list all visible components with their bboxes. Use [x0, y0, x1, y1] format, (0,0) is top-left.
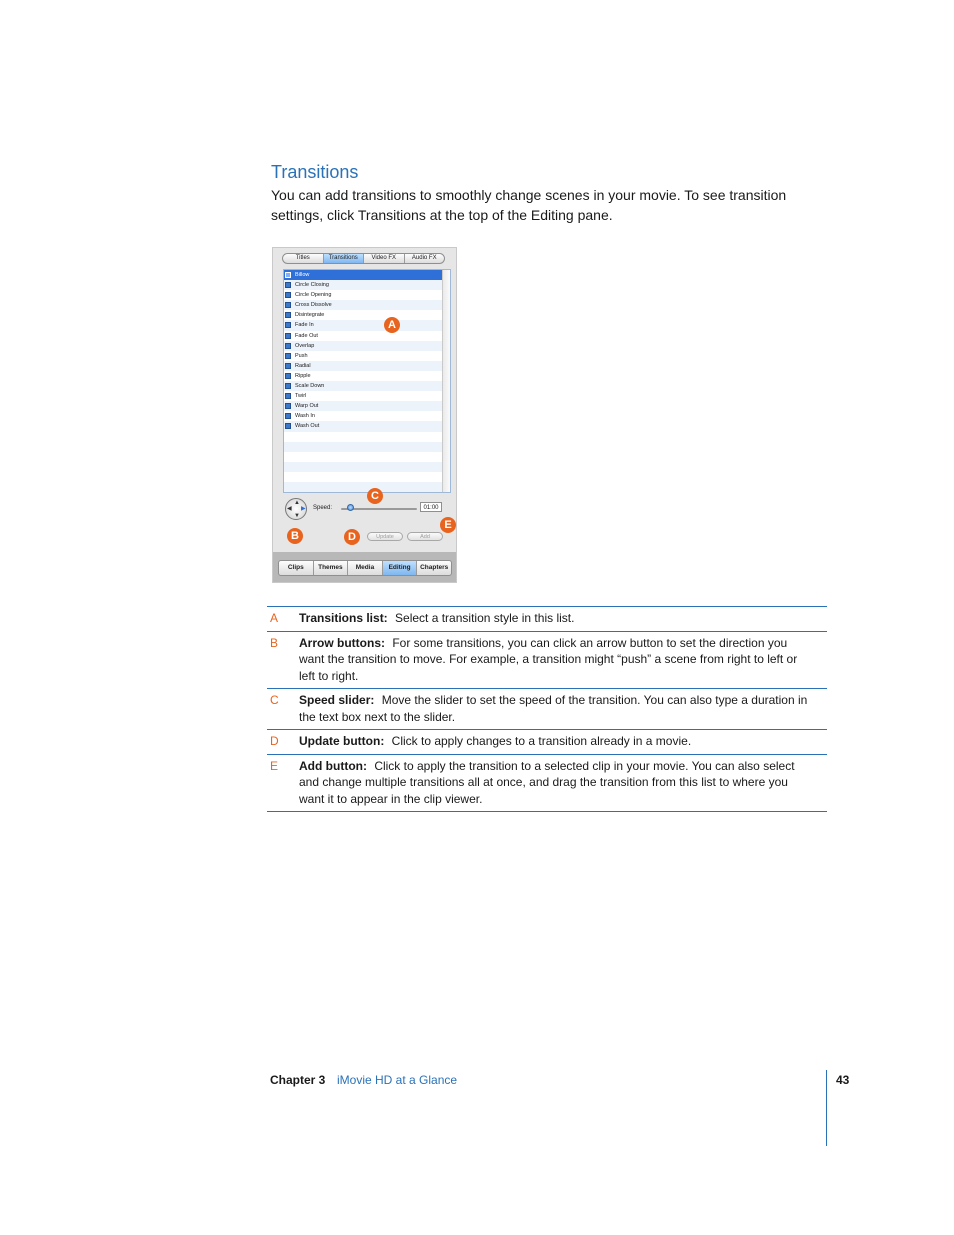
legend-term: Update button:	[299, 734, 385, 748]
duration-field[interactable]: 01:00	[420, 502, 442, 512]
arrow-left-icon[interactable]: ◀	[287, 506, 292, 512]
legend-text: Select a transition style in this list.	[395, 611, 575, 625]
transition-icon	[285, 282, 291, 288]
add-button[interactable]: Add	[407, 532, 443, 541]
empty-row	[284, 472, 450, 482]
empty-row	[284, 462, 450, 472]
pane-tabs	[278, 560, 452, 576]
list-item[interactable]	[284, 331, 450, 341]
legend-description	[299, 635, 827, 685]
list-item-label: Fade In	[295, 322, 314, 329]
section-heading: Transitions	[271, 162, 359, 182]
speed-slider-knob[interactable]	[347, 504, 354, 511]
tab-titles[interactable]: Titles	[295, 255, 310, 261]
list-item-label: Wash In	[295, 413, 315, 420]
list-item-label: Warp Out	[295, 403, 319, 410]
arrow-buttons[interactable]	[285, 498, 307, 520]
list-item[interactable]	[284, 401, 450, 411]
legend-row	[267, 607, 827, 632]
legend-text: Move the slider to set the speed of the transition. You can also type a duration in the text box next to the slider.	[299, 693, 808, 724]
list-item-label: Push	[295, 352, 308, 359]
transitions-list[interactable]	[283, 269, 451, 493]
list-item[interactable]	[284, 341, 450, 351]
list-item[interactable]	[284, 320, 450, 330]
transition-icon	[285, 353, 291, 359]
legend-row	[267, 730, 827, 755]
legend-text: For some transitions, you can click an arrow button to set the direction you want the transition to move. For example, a transition might “push” a scene from right to left or left to right.	[299, 635, 798, 683]
legend-description	[299, 758, 827, 808]
list-item-label: Billow	[295, 272, 310, 278]
arrow-down-icon[interactable]: ▼	[294, 513, 300, 519]
legend-letter: A	[270, 611, 279, 625]
tab-clips[interactable]: Clips	[287, 564, 304, 571]
legend-term: Speed slider:	[299, 693, 375, 707]
editing-pane-screenshot	[272, 247, 457, 583]
empty-row	[284, 432, 450, 442]
list-item-label: Circle Closing	[295, 282, 329, 289]
transition-icon	[285, 363, 291, 369]
tab-audio-fx[interactable]: Audio FX	[404, 254, 445, 263]
list-item[interactable]	[284, 411, 450, 421]
list-item[interactable]	[284, 290, 450, 300]
tab-video-fx[interactable]: Video FX	[363, 254, 404, 263]
tab-transitions[interactable]: Transitions	[323, 254, 364, 263]
callout-legend	[267, 606, 827, 812]
list-item-label: Overlap	[295, 342, 315, 349]
list-item[interactable]	[284, 280, 450, 290]
list-item[interactable]	[284, 310, 450, 320]
transition-icon	[285, 383, 291, 389]
legend-text: Click to apply the transition to a selected clip in your movie. You can also select and change multiple transitions all at once, and drag the transition from this list to where you want it to appear in the clip viewer.	[299, 758, 795, 806]
footer-divider	[826, 1070, 827, 1146]
empty-row	[284, 482, 450, 492]
callout-d: D	[344, 529, 360, 545]
transition-icon	[285, 423, 291, 429]
update-button[interactable]: Update	[367, 532, 403, 541]
transition-icon	[285, 292, 291, 298]
arrow-right-icon[interactable]: ▶	[301, 506, 306, 512]
callout-b: B	[287, 528, 303, 544]
legend-text: Click to apply changes to a transition already in a movie.	[391, 734, 692, 748]
speed-label: Speed:	[313, 505, 333, 511]
list-item[interactable]	[284, 371, 450, 381]
legend-description	[299, 733, 827, 750]
legend-term: Add button:	[299, 758, 367, 773]
list-item-label: Twirl	[295, 393, 307, 400]
legend-letter: E	[270, 758, 279, 773]
transition-icon	[285, 312, 291, 318]
legend-term: Transitions list:	[299, 611, 388, 625]
list-item-label: Fade Out	[295, 332, 318, 339]
arrow-up-icon[interactable]: ▲	[294, 500, 300, 506]
transition-icon	[285, 343, 291, 349]
legend-letter: B	[270, 635, 279, 650]
callout-e: E	[440, 517, 456, 533]
list-item[interactable]	[284, 270, 450, 280]
tab-chapters[interactable]: Chapters	[416, 561, 451, 575]
list-item[interactable]	[284, 351, 450, 361]
footer-chapter-title[interactable]: iMovie HD at a Glance	[337, 1073, 458, 1087]
legend-row	[267, 632, 827, 690]
transition-icon	[285, 333, 291, 339]
legend-description	[299, 610, 827, 627]
intro-paragraph: You can add transitions to smoothly change scenes in your movie. To see transition settings, click Transitions at the top of the Editing pane.	[271, 187, 787, 223]
list-item-label: Radial	[295, 362, 311, 369]
transition-icon	[285, 393, 291, 399]
list-scrollbar[interactable]	[442, 270, 450, 492]
list-item-label: Scale Down	[295, 383, 325, 390]
transition-icon	[285, 373, 291, 379]
legend-letter: C	[270, 693, 279, 707]
list-item-label: Wash Out	[295, 423, 320, 430]
list-item[interactable]	[284, 300, 450, 310]
list-item-label: Cross Dissolve	[295, 302, 332, 309]
legend-description	[299, 692, 827, 725]
list-item[interactable]	[284, 361, 450, 371]
page-number: 43	[836, 1073, 850, 1087]
empty-row	[284, 442, 450, 452]
transition-icon	[285, 413, 291, 419]
editing-top-tabs	[282, 253, 445, 264]
callout-a: A	[384, 317, 400, 333]
transition-icon	[285, 272, 291, 278]
tab-media[interactable]: Media	[347, 561, 382, 575]
tab-editing[interactable]: Editing	[382, 561, 417, 575]
list-item-label: Disintegrate	[295, 312, 325, 319]
list-item[interactable]	[284, 381, 450, 391]
tab-themes[interactable]: Themes	[313, 561, 348, 575]
legend-row	[267, 689, 827, 730]
legend-row	[267, 755, 827, 813]
empty-row	[284, 452, 450, 462]
transition-icon	[285, 302, 291, 308]
legend-term: Arrow buttons:	[299, 635, 385, 650]
callout-c: C	[367, 488, 383, 504]
list-item-label: Circle Opening	[295, 292, 332, 299]
transition-icon	[285, 322, 291, 328]
list-item[interactable]	[284, 391, 450, 401]
footer-chapter: Chapter 3	[270, 1073, 326, 1087]
transition-icon	[285, 403, 291, 409]
list-item-label: Ripple	[295, 372, 311, 379]
legend-letter: D	[270, 734, 279, 748]
list-item[interactable]	[284, 421, 450, 431]
